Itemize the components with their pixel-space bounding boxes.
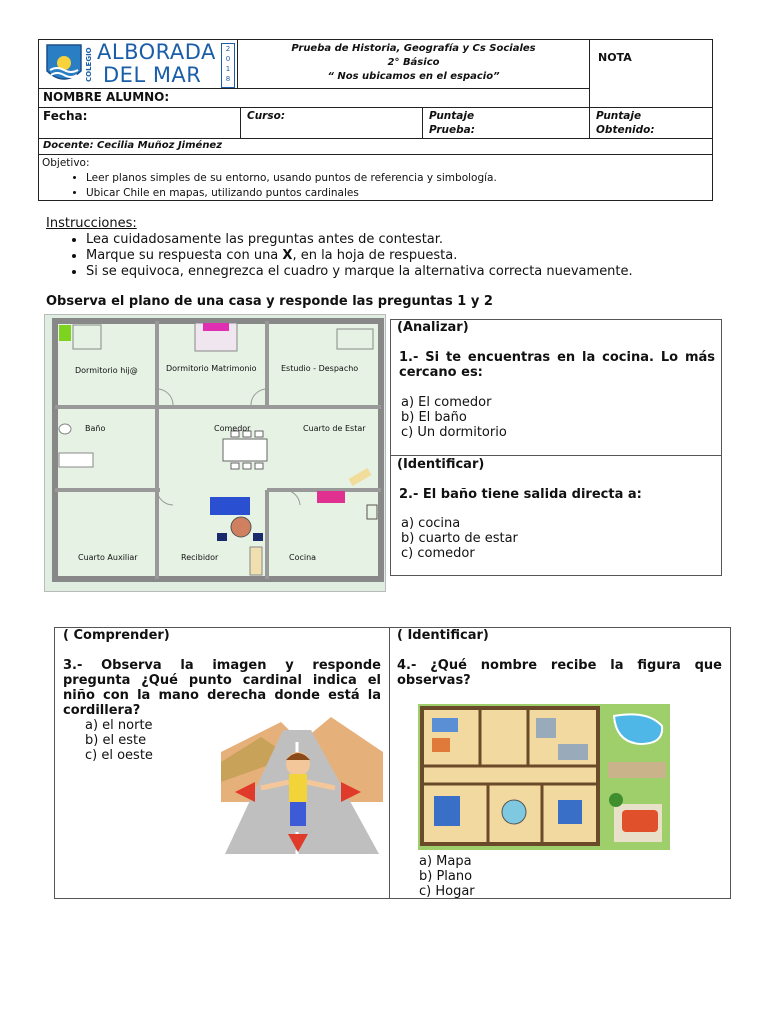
year-box: 2 0 1 8 bbox=[221, 43, 235, 88]
instruction-item: • Lea cuidadosamente las preguntas antes de contestar. bbox=[86, 232, 736, 248]
objetivo-item: • Ubicar Chile en mapas, utilizando puntos cardinales bbox=[86, 186, 712, 201]
q2-text: 2.- El baño tiene salida directa a: bbox=[399, 487, 642, 502]
test-title: Prueba de Historia, Geografía y Cs Sociales 2° Básico “ Nos ubicamos en el espacio” bbox=[237, 39, 590, 89]
header-table bbox=[38, 39, 713, 201]
boy-cardinal-points-illustration bbox=[221, 712, 383, 854]
q2-options bbox=[401, 516, 518, 561]
questions-1-2-box bbox=[390, 319, 722, 576]
q1-options bbox=[401, 395, 507, 440]
instructions bbox=[46, 216, 736, 280]
school-name-line1: ALBORADA bbox=[97, 40, 216, 64]
objetivo-row: Objetivo: • Leer planos simples de su entorno, usando puntos de referencia y simbología. • Ubicar Chile en mapas, utilizando puntos cardinales bbox=[38, 154, 713, 201]
room-label: Recibidor bbox=[181, 553, 219, 562]
school-logo-icon bbox=[45, 43, 83, 85]
instructions-title: Instrucciones: bbox=[46, 216, 137, 231]
room-label: Baño bbox=[85, 424, 106, 433]
q4-skill: ( Identificar) bbox=[397, 628, 489, 643]
curso-field: Curso: bbox=[240, 107, 423, 139]
house-plan-illustration bbox=[418, 704, 670, 850]
room-label: Dormitorio hij@ bbox=[75, 366, 138, 375]
room-label: Estudio - Despacho bbox=[281, 364, 359, 373]
school-vertical-label: COLEGIO bbox=[85, 47, 93, 83]
puntaje-obtenido-field: Puntaje Obtenido: bbox=[589, 107, 713, 139]
q3-text: 3.- Observa la imagen y responde pregunta ¿Qué punto cardinal indica el niño con la mano derecha donde está la cordillera? bbox=[63, 658, 381, 718]
option[interactable]: b) el este bbox=[85, 733, 147, 748]
fecha-field: Fecha: bbox=[38, 107, 241, 139]
option[interactable]: b) cuarto de estar bbox=[401, 531, 518, 546]
room-label: Cocina bbox=[289, 553, 317, 562]
option[interactable]: a) El comedor bbox=[401, 395, 492, 410]
questions-3-4-box bbox=[54, 627, 731, 899]
option[interactable]: c) el oeste bbox=[85, 748, 153, 763]
instruction-item: • Marque su respuesta con una X, en la hoja de respuesta. bbox=[86, 248, 736, 264]
logo-cell bbox=[38, 39, 238, 89]
objetivo-item: • Leer planos simples de su entorno, usando puntos de referencia y simbología. bbox=[86, 171, 712, 186]
q3-skill: ( Comprender) bbox=[63, 628, 170, 643]
nombre-alumno-field: NOMBRE ALUMNO: bbox=[38, 88, 590, 108]
instruction-item: • Si se equivoca, ennegrezca el cuadro y marque la alternativa correcta nuevamente. bbox=[86, 264, 736, 280]
docente-row: Docente: Cecilia Muñoz Jiménez bbox=[38, 138, 713, 155]
q4-text: 4.- ¿Qué nombre recibe la figura que observas? bbox=[397, 658, 722, 688]
q1-skill: (Analizar) bbox=[397, 320, 469, 335]
room-label: Comedor bbox=[214, 424, 251, 433]
option[interactable]: c) Hogar bbox=[419, 884, 475, 899]
puntaje-prueba-field: Puntaje Prueba: bbox=[422, 107, 590, 139]
option[interactable]: b) Plano bbox=[419, 869, 473, 884]
room-label: Cuarto Auxiliar bbox=[78, 553, 138, 562]
nota-cell: NOTA bbox=[589, 39, 713, 108]
option[interactable]: b) El baño bbox=[401, 410, 467, 425]
q3-options bbox=[85, 718, 153, 763]
section-title: Observa el plano de una casa y responde las preguntas 1 y 2 bbox=[46, 294, 493, 309]
option[interactable]: c) Un dormitorio bbox=[401, 425, 507, 440]
house-floor-plan bbox=[44, 314, 386, 592]
q4-options bbox=[419, 854, 475, 899]
room-label: Dormitorio Matrimonio bbox=[166, 364, 257, 373]
option[interactable]: a) cocina bbox=[401, 516, 461, 531]
room-label: Cuarto de Estar bbox=[303, 424, 366, 433]
q2-skill: (Identificar) bbox=[397, 457, 485, 472]
q1-text: 1.- Si te encuentras en la cocina. Lo más cercano es: bbox=[399, 350, 715, 380]
school-name-line2: DEL MAR bbox=[103, 63, 202, 87]
option[interactable]: a) el norte bbox=[85, 718, 153, 733]
option[interactable]: c) comedor bbox=[401, 546, 475, 561]
option[interactable]: a) Mapa bbox=[419, 854, 472, 869]
